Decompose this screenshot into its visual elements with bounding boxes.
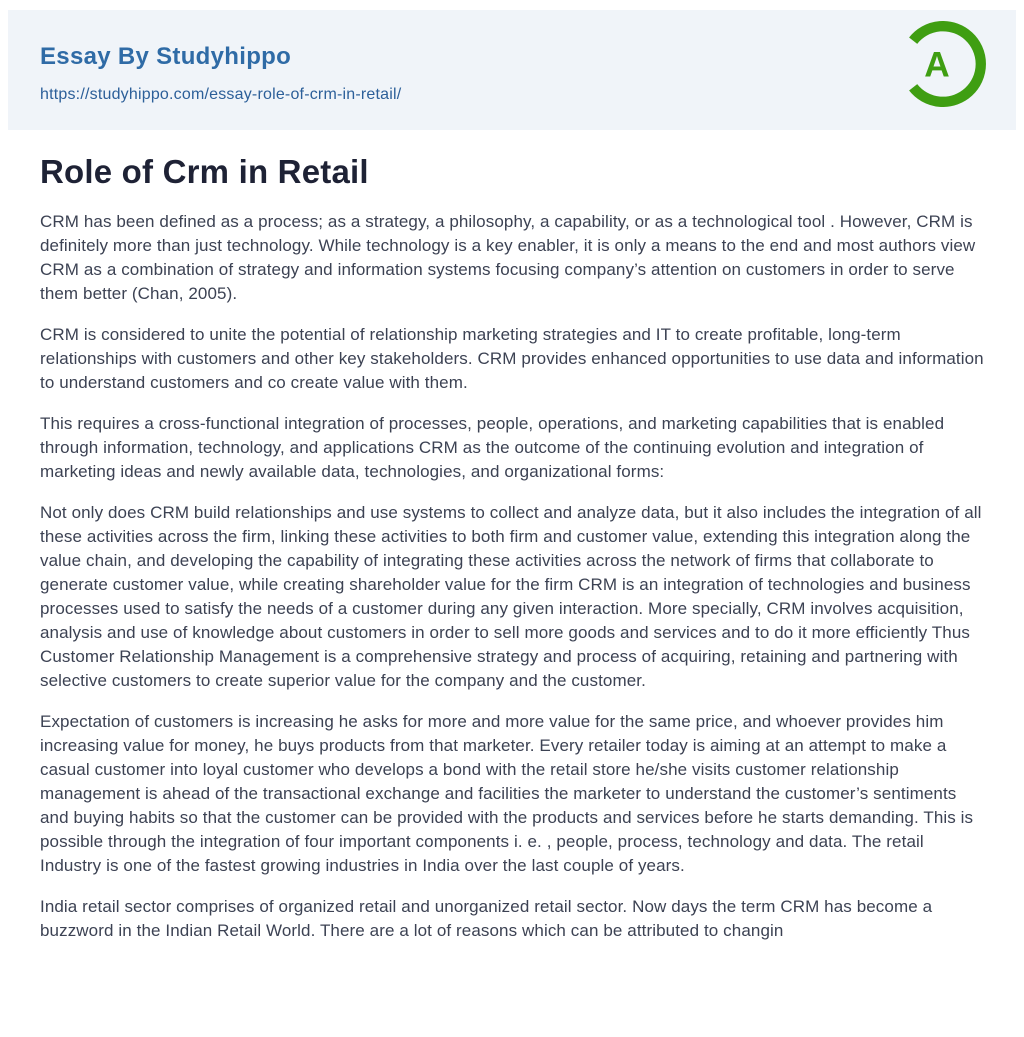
site-label: Essay By Studyhippo bbox=[40, 43, 292, 70]
article-body bbox=[40, 210, 984, 943]
paragraph: Expectation of customers is increasing he asks for more and more value for the same price, and whoever provides him increasing value for money, he buys products from that marketer. Every retailer today is aiming at an attempt to make a casual customer into loyal customer who develops a bond with the retail store he/she visits customer relationship management is ahead of the transactional exchange and facilities the marketer to understand the customer’s sentiments and buying habits so that the customer can be provided with the products and services before he starts demanding. This is possible through the integration of four important components i. e. , people, process, technology and data. The retail Industry is one of the fastest growing industries in India over the last couple of years. bbox=[40, 712, 974, 875]
logo-letter: A bbox=[924, 45, 950, 85]
page-title: Role of Crm in Retail bbox=[40, 153, 369, 190]
paragraph: India retail sector comprises of organized retail and unorganized retail sector. Now days the term CRM has become a buzzword in the Indian Retail World. There are a lot of reasons which can be attributed to changin bbox=[40, 897, 933, 940]
paragraph: Not only does CRM build relationships and use systems to collect and analyze data, but it also includes the integration of all these activities across the firm, linking these activities to both firm and customer value, extending this integration along the value chain, and developing the capability of integrating these activities across the network of firms that collaborate to generate customer value, while creating shareholder value for the firm CRM is an integration of technologies and business processes used to satisfy the needs of a customer during any given interaction. More specially, CRM involves acquisition, analysis and use of knowledge about customers in order to sell more goods and services and to do it more efficiently Thus Customer Relationship Management is a comprehensive strategy and process of acquiring, retaining and partnering with selective customers to create superior value for the company and the customer. bbox=[40, 503, 982, 690]
header bbox=[8, 10, 1016, 130]
paragraph: CRM has been defined as a process; as a strategy, a philosophy, a capability, or as a technological tool . However, CRM is definitely more than just technology. While technology is a key enabler, it is only a means to the end and most authors view CRM as a combination of strategy and information systems focusing company’s attention on customers in order to serve them better (Chan, 2005). bbox=[40, 212, 976, 303]
article bbox=[0, 153, 1024, 943]
paragraph: CRM is considered to unite the potential of relationship marketing strategies and IT to create profitable, long-term relationships with customers and other key stakeholders. CRM provides enhanced opportunities to use data and information to understand customers and co create value with them. bbox=[40, 325, 984, 392]
studyhippo-logo-icon bbox=[900, 21, 986, 107]
source-url: https://studyhippo.com/essay-role-of-crm-in-retail/ bbox=[40, 86, 402, 103]
paragraph: This requires a cross-functional integration of processes, people, operations, and marketing capabilities that is enabled through information, technology, and applications CRM as the outcome of the continuing evolution and integration of marketing ideas and newly available data, technologies, and organizational forms: bbox=[40, 414, 945, 481]
